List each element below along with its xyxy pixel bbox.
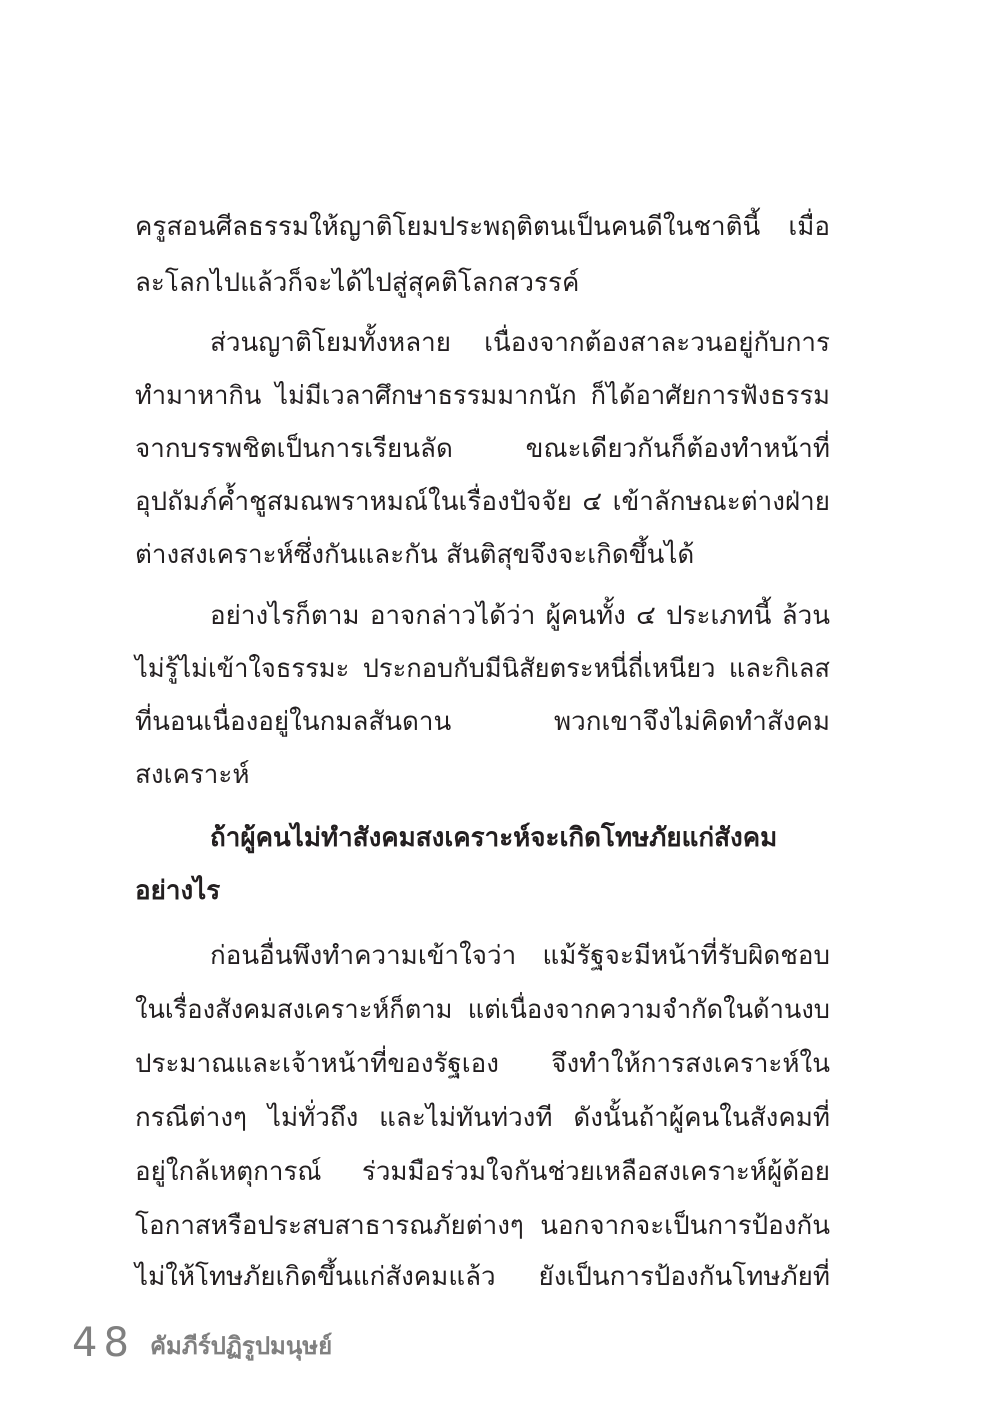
paragraph-4-line-7: ไม่ให้โทษภัยเกิดขึ้นแก่สังคมแล้ว ยังเป็นการป้องกันโทษภัยที่ — [135, 1262, 830, 1292]
paragraph-3-line-1: อย่างไรก็ตาม อาจกล่าวได้ว่า ผู้คนทั้ง ๔ ประเภทนี้ ล้วน — [210, 601, 830, 631]
paragraph-3-line-3: ที่นอนเนื่องอยู่ในกมลสันดาน พวกเขาจึงไม่คิดทำสังคม — [135, 707, 830, 737]
paragraph-3-line-2: ไม่รู้ไม่เข้าใจธรรมะ ประกอบกับมีนิสัยตระหนี่ถี่เหนียว และกิเลส — [135, 654, 830, 684]
paragraph-2-line-1: ส่วนญาติโยมทั้งหลาย เนื่องจากต้องสาละวนอยู่กับการ — [210, 328, 830, 358]
paragraph-1-line-1: ครูสอนศีลธรรมให้ญาติโยมประพฤติตนเป็นคนดีในชาตินี้ เมื่อ — [135, 212, 830, 242]
page-number: 48 — [72, 1320, 135, 1366]
paragraph-2-line-5: ต่างสงเคราะห์ซึ่งกันและกัน สันติสุขจึงจะเกิดขึ้นได้ — [135, 540, 695, 570]
paragraph-4-line-3: ประมาณและเจ้าหน้าที่ของรัฐเอง จึงทำให้การสงเคราะห์ใน — [135, 1049, 830, 1079]
running-footer-title: คัมภีร์ปฏิรูปมนุษย์ — [150, 1332, 333, 1360]
paragraph-2-line-4: อุปถัมภ์ค้ำชูสมณพราหมณ์ในเรื่องปัจจัย ๔ เข้าลักษณะต่างฝ่าย — [135, 487, 830, 517]
paragraph-2-line-2: ทำมาหากิน ไม่มีเวลาศึกษาธรรมมากนัก ก็ได้อาศัยการฟังธรรม — [135, 381, 830, 411]
paragraph-4-line-4: กรณีต่างๆ ไม่ทั่วถึง และไม่ทันท่วงที ดังนั้นถ้าผู้คนในสังคมที่ — [135, 1103, 830, 1133]
paragraph-4-line-5: อยู่ใกล้เหตุการณ์ ร่วมมือร่วมใจกันช่วยเหลือสงเคราะห์ผู้ด้อย — [135, 1157, 830, 1187]
paragraph-3-line-4: สงเคราะห์ — [135, 760, 250, 790]
paragraph-4-line-2: ในเรื่องสังคมสงเคราะห์ก็ตาม แต่เนื่องจากความจำกัดในด้านงบ — [135, 995, 830, 1025]
section-heading-line-1: ถ้าผู้คนไม่ทำสังคมสงเคราะห์จะเกิดโทษภัยแก่สังคม — [210, 823, 778, 853]
paragraph-2-line-3: จากบรรพชิตเป็นการเรียนลัด ขณะเดียวกันก็ต้องทำหน้าที่ — [135, 434, 830, 464]
paragraph-4-line-6: โอกาสหรือประสบสาธารณภัยต่างๆ นอกจากจะเป็นการป้องกัน — [135, 1211, 830, 1241]
paragraph-4-line-1: ก่อนอื่นพึงทำความเข้าใจว่า แม้รัฐจะมีหน้าที่รับผิดชอบ — [210, 941, 830, 971]
paragraph-1-line-2: ละโลกไปแล้วก็จะได้ไปสู่สุคติโลกสวรรค์ — [135, 268, 580, 298]
section-heading-line-2: อย่างไร — [135, 876, 221, 906]
